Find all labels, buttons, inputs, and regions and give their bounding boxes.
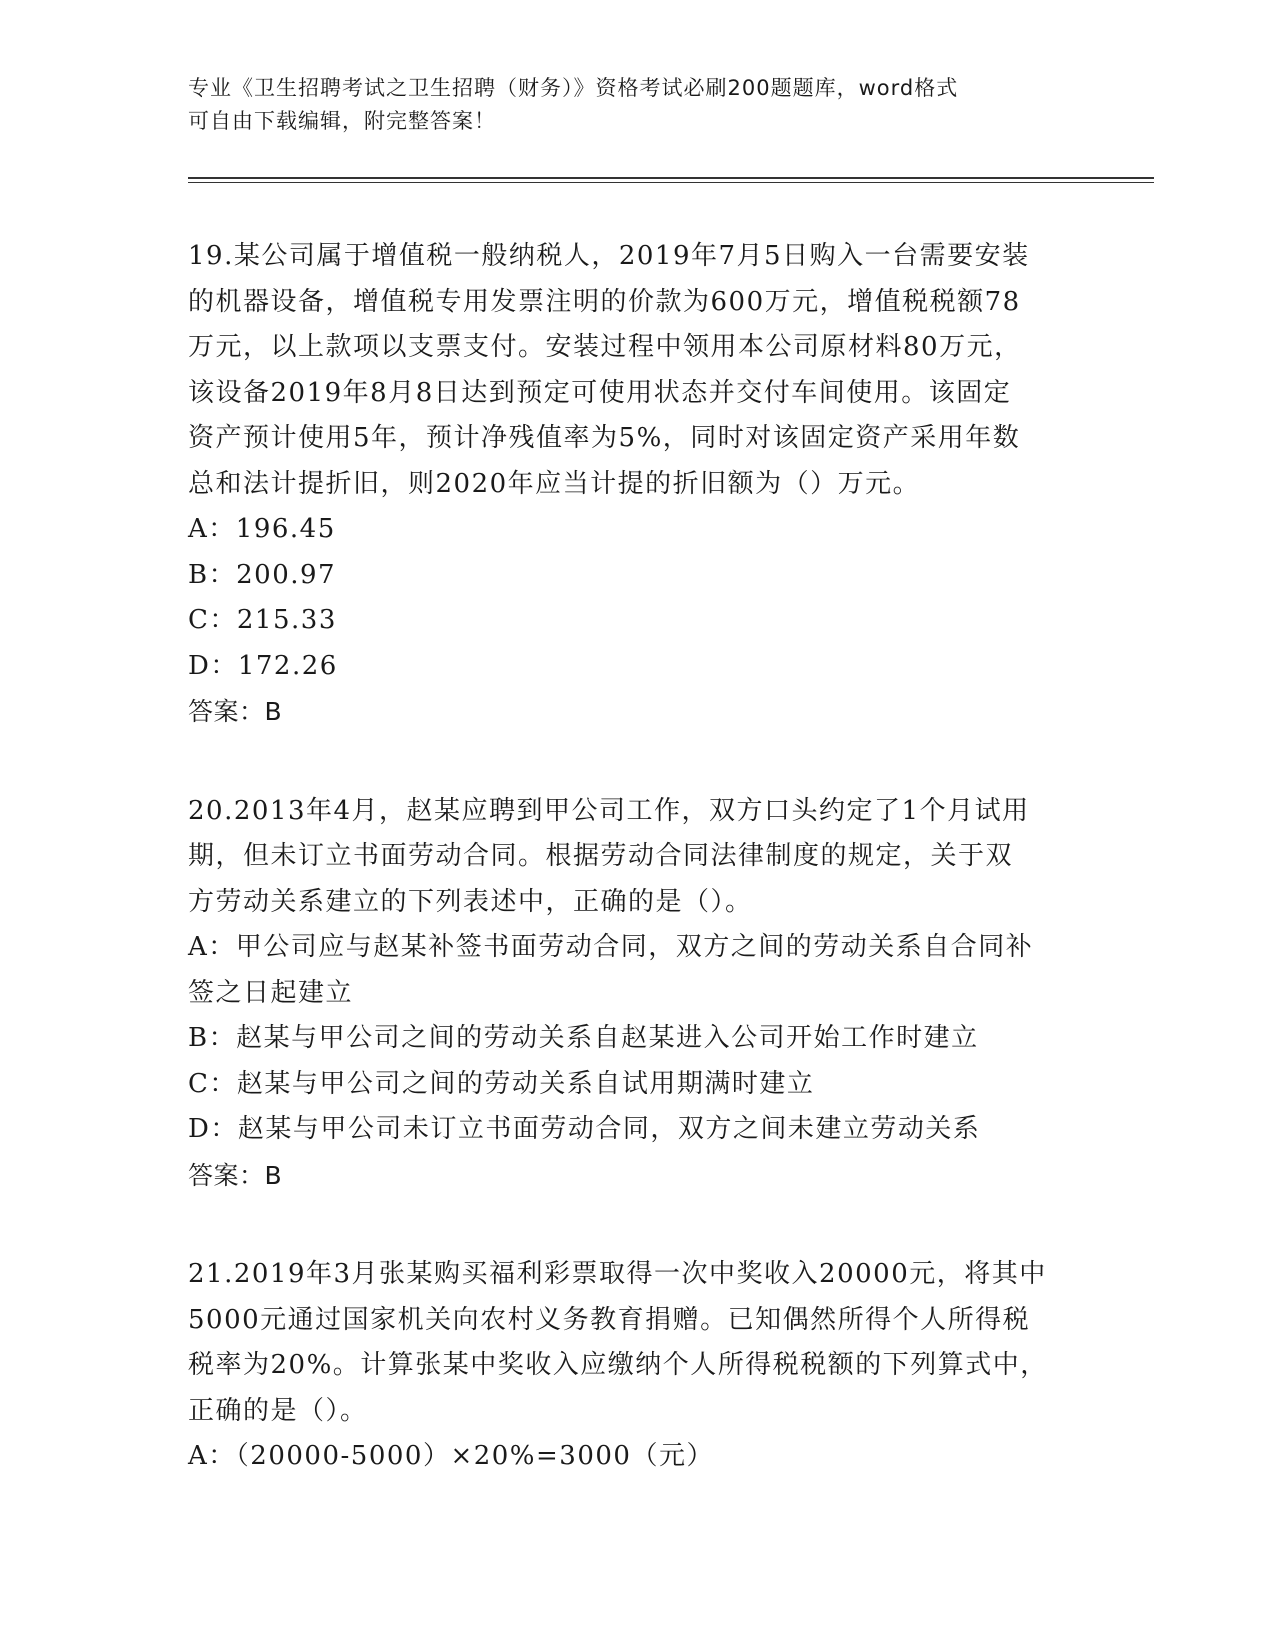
question-stem-line: 期，但未订立书面劳动合同。根据劳动合同法律制度的规定，关于双 xyxy=(188,841,1014,871)
header-line-2: 可自由下载编辑，附完整答案！ xyxy=(188,109,496,133)
question-stem-line: 20.2013年4月，赵某应聘到甲公司工作，双方口头约定了1个月试用 xyxy=(188,795,1030,826)
question-stem-line: 21.2019年3月张某购买福利彩票取得一次中奖收入20000元，将其中 xyxy=(188,1259,1047,1289)
header-line-1: 专业《卫生招聘考试之卫生招聘（财务）》资格考试必刷200题题库，word格式 xyxy=(188,76,959,100)
question-stem-line: 的机器设备，增值税专用发票注明的价款为600万元，增值税税额78 xyxy=(188,286,1021,317)
question-19 xyxy=(188,234,1088,735)
document-header xyxy=(188,72,1088,138)
option-a: A：（20000-5000）×20%=3000（元） xyxy=(188,1441,714,1471)
question-stem-line: 5000元通过国家机关向农村义务教育捐赠。已知偶然所得个人所得税 xyxy=(188,1304,1031,1335)
question-stem-line: 总和法计提折旧，则2020年应当计提的折旧额为（）万元。 xyxy=(188,468,921,499)
question-stem-line: 该设备2019年8月8日达到预定可使用状态并交付车间使用。该固定 xyxy=(188,377,1012,408)
option-b: B：赵某与甲公司之间的劳动关系自赵某进入公司开始工作时建立 xyxy=(188,1023,979,1053)
question-stem-line: 万元，以上款项以支票支付。安装过程中领用本公司原材料80万元， xyxy=(188,332,1022,362)
answer-label: 答案：B xyxy=(188,1160,283,1190)
header-divider-thin xyxy=(188,182,1154,183)
question-list xyxy=(188,234,1088,1534)
answer-label: 答案：B xyxy=(188,697,283,726)
option-b: B：200.97 xyxy=(188,559,337,590)
option-c: C：215.33 xyxy=(188,605,337,635)
option-d: D：172.26 xyxy=(188,650,338,681)
question-stem-line: 正确的是（）。 xyxy=(188,1395,368,1426)
question-stem-line: 19.某公司属于增值税一般纳税人，2019年7月5日购入一台需要安装 xyxy=(188,241,1030,271)
option-a-continued: 签之日起建立 xyxy=(188,977,354,1008)
option-d: D：赵某与甲公司未订立书面劳动合同，双方之间未建立劳动关系 xyxy=(188,1114,981,1144)
question-stem-line: 资产预计使用5年，预计净残值率为5%，同时对该固定资产采用年数 xyxy=(188,423,1021,453)
question-21 xyxy=(188,1252,1088,1480)
option-a: A：甲公司应与赵某补签书面劳动合同，双方之间的劳动关系自合同补 xyxy=(188,932,1034,962)
option-a: A：196.45 xyxy=(188,514,336,544)
question-20 xyxy=(188,789,1088,1199)
question-stem-line: 方劳动关系建立的下列表述中，正确的是（）。 xyxy=(188,886,753,917)
question-stem-line: 税率为20%。计算张某中奖收入应缴纳个人所得税税额的下列算式中， xyxy=(188,1350,1048,1380)
header-divider-thick xyxy=(188,177,1154,179)
option-c: C：赵某与甲公司之间的劳动关系自试用期满时建立 xyxy=(188,1068,815,1099)
